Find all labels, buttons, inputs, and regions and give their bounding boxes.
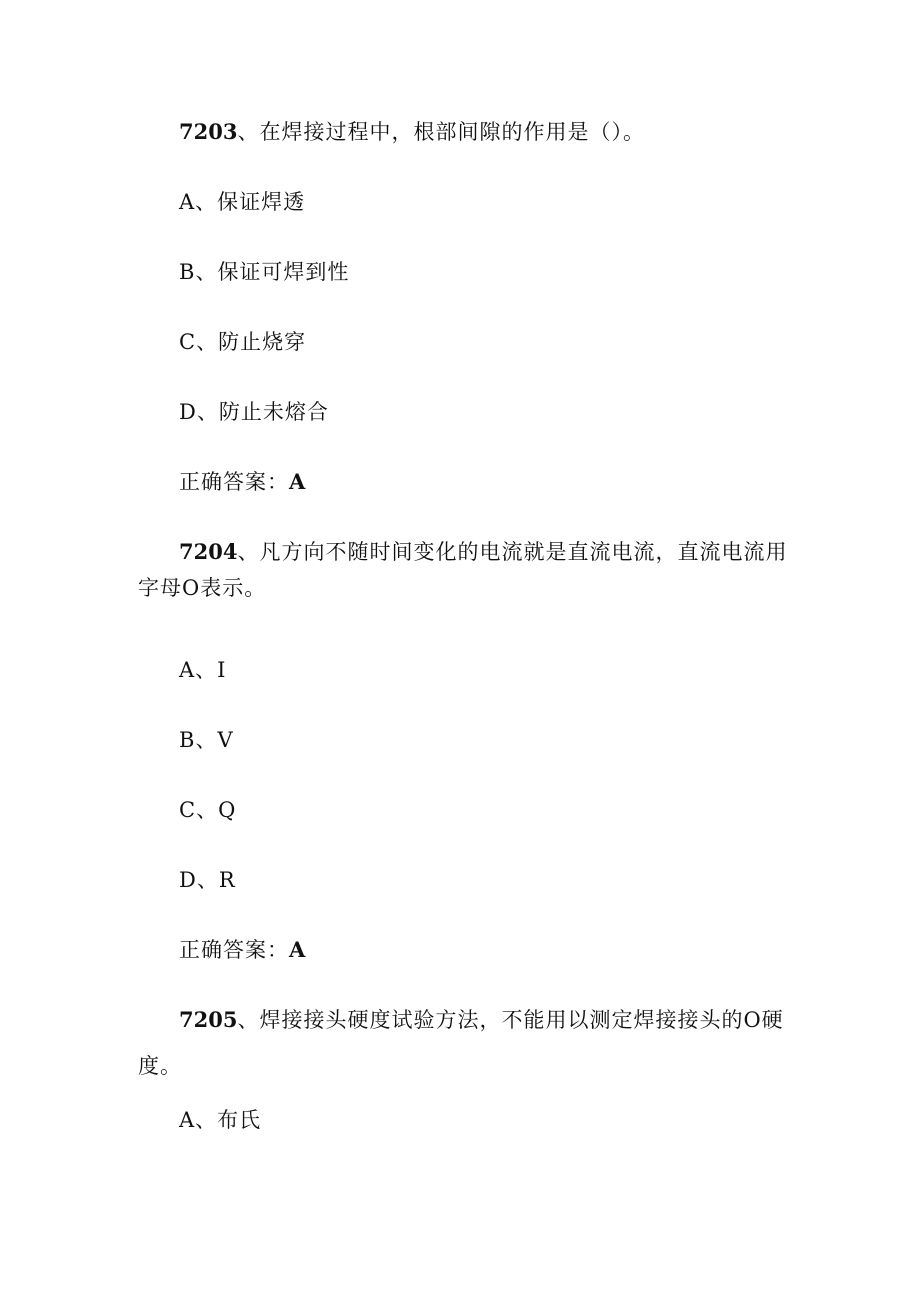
option-letter: C (179, 798, 197, 822)
answer-value: A (289, 469, 307, 494)
option-d: D、防止未熔合 (179, 400, 329, 424)
answer-value: A (289, 937, 307, 962)
question-number: 7203 (179, 119, 238, 144)
question-text: 凡方向不随时间变化的电流就是直流电流，直流电流用 (259, 540, 788, 564)
option-d: D、R (179, 868, 236, 892)
option-letter: A (179, 658, 196, 682)
option-c: C、Q (179, 798, 237, 822)
option-letter: C (179, 330, 197, 354)
option-letter: B (179, 260, 196, 284)
option-letter: D (179, 868, 197, 892)
option-text: V (217, 728, 234, 752)
option-text: R (218, 868, 236, 892)
question-stem: 7205、焊接接头硬度试验方法，不能用以测定焊接接头的O硬 (179, 1007, 784, 1032)
option-letter: A (179, 1108, 196, 1132)
option-text: 防止未熔合 (218, 400, 329, 424)
question-text: 在焊接过程中，根部间隙的作用是（）。 (259, 120, 645, 144)
option-text: 保证焊透 (217, 190, 306, 214)
option-c: C、防止烧穿 (179, 330, 307, 354)
option-text: 保证可焊到性 (217, 260, 350, 284)
option-b: B、V (179, 728, 234, 752)
option-a: A、I (179, 658, 227, 682)
option-text: 布氏 (217, 1108, 262, 1132)
answer-label: 正确答案： (179, 470, 289, 494)
option-text: 防止烧穿 (218, 330, 307, 354)
question-stem: 7203、在焊接过程中，根部间隙的作用是（）。 (179, 119, 645, 144)
question-number: 7205 (179, 1007, 238, 1032)
option-letter: A (179, 190, 196, 214)
option-text: I (217, 658, 227, 682)
answer-line (179, 470, 306, 494)
question-text-continued: 字母O表示。 (138, 576, 267, 600)
option-letter: B (179, 728, 196, 752)
option-b: B、保证可焊到性 (179, 260, 350, 284)
question-stem: 7204、凡方向不随时间变化的电流就是直流电流，直流电流用 (179, 539, 788, 564)
option-a: A、布氏 (179, 1108, 262, 1132)
answer-label: 正确答案： (179, 938, 289, 962)
question-number: 7204 (179, 539, 238, 564)
answer-line (179, 938, 306, 962)
option-a: A、保证焊透 (179, 190, 306, 214)
question-text: 焊接接头硬度试验方法，不能用以测定焊接接头的O硬 (259, 1008, 784, 1032)
option-text: Q (218, 798, 237, 822)
option-letter: D (179, 400, 197, 424)
question-text-continued: 度。 (138, 1054, 182, 1078)
